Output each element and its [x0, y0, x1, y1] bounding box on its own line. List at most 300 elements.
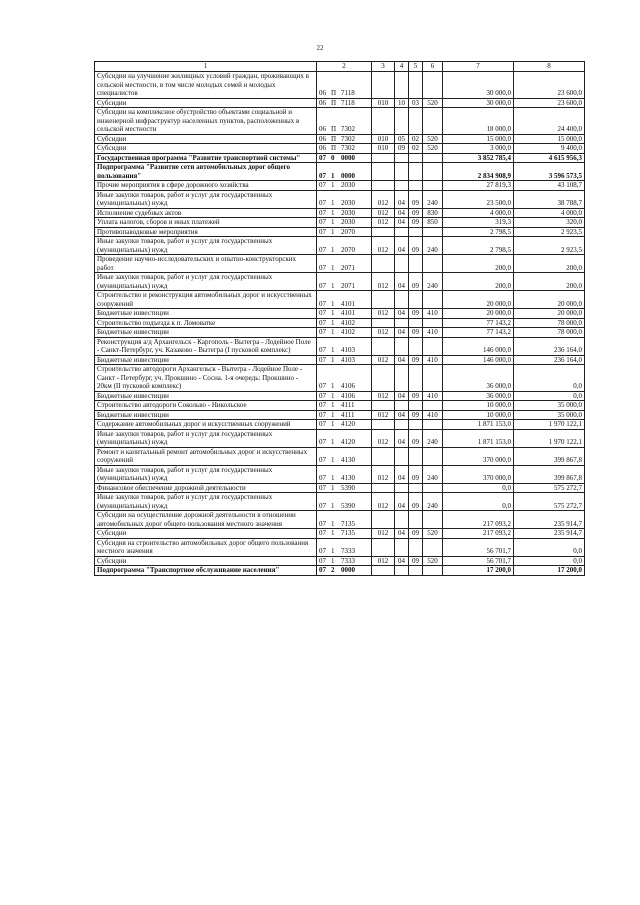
- code-segment: 07: [319, 556, 326, 565]
- row-section: [395, 318, 409, 328]
- row-section: 04: [395, 237, 409, 255]
- row-amount-1: 319,3: [443, 218, 514, 228]
- code-segment: 07: [319, 501, 326, 510]
- row-amount-2: 235 914,7: [514, 511, 585, 529]
- header-cell: 7: [443, 62, 514, 72]
- row-subsection: [409, 566, 423, 576]
- code-segment: 1: [331, 420, 335, 428]
- table-row: [95, 447, 585, 465]
- table-row: [95, 538, 585, 556]
- header-row: [95, 62, 585, 72]
- row-target-code: [317, 218, 372, 228]
- row-name: Реконструкция а/д Архангельск - Каргополь - Вытегра - Лодейное Поле - Санкт-Петербург, уч. Казаково - Вытегра (I пусковой комплекс): [95, 337, 317, 355]
- row-department: 012: [372, 465, 395, 483]
- row-name: Уплата налогов, сборов и иных платежей: [95, 218, 317, 228]
- code-segment: 4120: [341, 438, 355, 446]
- row-subsection: [409, 318, 423, 328]
- row-expense-type: 240: [423, 237, 443, 255]
- code-segment: 2030: [341, 218, 355, 226]
- header-cell: 5: [409, 62, 423, 72]
- row-amount-1: 27 819,3: [443, 181, 514, 191]
- code-segment: 4106: [341, 391, 355, 400]
- row-expense-type: [423, 291, 443, 309]
- row-name: Субсидии на улучшение жилищных условий граждан, проживающих в сельской местности, в том числе молодых семей и молодых специалистов: [95, 72, 317, 99]
- code-segment: 7302: [341, 144, 355, 152]
- row-subsection: 09: [409, 391, 423, 401]
- row-name: Субсидия на строительство автомобильных дорог общего пользования местного значения: [95, 538, 317, 556]
- row-amount-2: 78 000,0: [514, 328, 585, 338]
- code-segment: 07: [319, 566, 326, 574]
- row-amount-2: 23 600,0: [514, 98, 585, 108]
- row-subsection: 09: [409, 529, 423, 539]
- row-section: 04: [395, 493, 409, 511]
- row-department: [372, 337, 395, 355]
- table-row: [95, 401, 585, 411]
- code-segment: 7302: [341, 134, 355, 143]
- code-segment: 0000: [341, 153, 355, 162]
- row-department: 010: [372, 134, 395, 144]
- table-row: [95, 355, 585, 365]
- code-segment: 06: [319, 89, 326, 97]
- row-subsection: [409, 108, 423, 135]
- table-row: [95, 529, 585, 539]
- table-row: [95, 328, 585, 338]
- row-target-code: [317, 190, 372, 208]
- row-amount-1: 0,0: [443, 493, 514, 511]
- code-segment: 5390: [341, 483, 355, 492]
- row-section: [395, 447, 409, 465]
- row-amount-1: 10 000,0: [443, 401, 514, 411]
- row-amount-2: 9 400,0: [514, 144, 585, 154]
- code-segment: 4120: [341, 420, 355, 428]
- table-row: [95, 483, 585, 493]
- row-name: Иные закупки товаров, работ и услуг для государственных (муниципальных) нужд: [95, 237, 317, 255]
- row-amount-1: 20 000,0: [443, 309, 514, 319]
- row-expense-type: 410: [423, 355, 443, 365]
- row-amount-1: 217 093,2: [443, 511, 514, 529]
- row-expense-type: [423, 163, 443, 181]
- row-amount-2: 17 200,0: [514, 566, 585, 576]
- row-amount-1: 1 871 153,0: [443, 420, 514, 430]
- code-segment: 4102: [341, 328, 355, 336]
- row-amount-1: 3 852 785,4: [443, 153, 514, 163]
- row-target-code: [317, 465, 372, 483]
- row-subsection: [409, 483, 423, 493]
- row-name: Субсидии на осуществление дорожной деятельности в отношении автомобильных дорог общего пользования местного значения: [95, 511, 317, 529]
- row-section: 04: [395, 529, 409, 539]
- row-target-code: [317, 181, 372, 191]
- row-amount-2: 399 867,8: [514, 465, 585, 483]
- row-section: 04: [395, 190, 409, 208]
- code-segment: 5390: [341, 501, 355, 510]
- code-segment: 2: [331, 566, 335, 574]
- row-expense-type: [423, 318, 443, 328]
- row-target-code: [317, 529, 372, 539]
- row-subsection: [409, 291, 423, 309]
- row-expense-type: 520: [423, 529, 443, 539]
- header-cell: 8: [514, 62, 585, 72]
- row-amount-1: 20 000,0: [443, 291, 514, 309]
- row-amount-1: 18 000,0: [443, 108, 514, 135]
- code-segment: 07: [319, 391, 326, 400]
- row-amount-1: 56 701,7: [443, 556, 514, 566]
- row-expense-type: 240: [423, 493, 443, 511]
- row-expense-type: 520: [423, 98, 443, 108]
- code-segment: 7135: [341, 519, 355, 528]
- code-segment: 07: [319, 401, 326, 409]
- row-section: [395, 255, 409, 273]
- code-segment: 1: [331, 299, 335, 308]
- row-subsection: [409, 511, 423, 529]
- code-segment: 4111: [341, 401, 355, 409]
- row-expense-type: 240: [423, 190, 443, 208]
- row-amount-2: 0,0: [514, 391, 585, 401]
- code-segment: 1: [331, 346, 335, 354]
- row-department: [372, 291, 395, 309]
- row-department: [372, 365, 395, 392]
- row-name: Государственная программа "Развитие транспортной системы": [95, 153, 317, 163]
- row-name: Субсидии: [95, 134, 317, 144]
- row-name: Иные закупки товаров, работ и услуг для государственных (муниципальных) нужд: [95, 190, 317, 208]
- row-department: [372, 420, 395, 430]
- code-segment: 1: [331, 263, 335, 272]
- table-row: [95, 237, 585, 255]
- row-section: [395, 291, 409, 309]
- table-row: [95, 365, 585, 392]
- table-row: [95, 218, 585, 228]
- row-target-code: [317, 511, 372, 529]
- code-segment: 1: [331, 529, 335, 537]
- table-row: [95, 273, 585, 291]
- budget-table: [94, 61, 585, 576]
- code-segment: 1: [331, 328, 335, 336]
- row-name: Проведение научно-исследовательских и опытно-конструкторских работ: [95, 255, 317, 273]
- row-target-code: [317, 483, 372, 493]
- row-department: 010: [372, 144, 395, 154]
- row-amount-1: 4 000,0: [443, 208, 514, 218]
- table-row: [95, 556, 585, 566]
- code-segment: 06: [319, 125, 326, 133]
- table-row: [95, 566, 585, 576]
- row-target-code: [317, 337, 372, 355]
- code-segment: 4102: [341, 318, 355, 327]
- row-amount-2: 20 000,0: [514, 309, 585, 319]
- row-subsection: 09: [409, 328, 423, 338]
- code-segment: 07: [319, 420, 326, 428]
- row-target-code: [317, 72, 372, 99]
- page-number: 22: [316, 44, 324, 52]
- row-subsection: 09: [409, 493, 423, 511]
- code-segment: 7118: [341, 89, 355, 97]
- row-subsection: 09: [409, 429, 423, 447]
- row-amount-2: 23 600,0: [514, 72, 585, 99]
- row-amount-2: 200,0: [514, 273, 585, 291]
- row-amount-2: 1 970 122,1: [514, 420, 585, 430]
- code-segment: 7333: [341, 556, 355, 565]
- row-subsection: [409, 255, 423, 273]
- row-name: Строительство подъезда к п. Ломоватке: [95, 318, 317, 328]
- row-subsection: [409, 447, 423, 465]
- row-subsection: 09: [409, 309, 423, 319]
- code-segment: П: [331, 125, 337, 133]
- row-expense-type: 830: [423, 208, 443, 218]
- code-segment: 1: [331, 438, 335, 446]
- table-row: [95, 153, 585, 163]
- code-segment: 1: [331, 501, 335, 510]
- row-amount-1: 56 701,7: [443, 538, 514, 556]
- row-section: [395, 365, 409, 392]
- row-section: [395, 227, 409, 237]
- row-expense-type: [423, 72, 443, 99]
- row-target-code: [317, 447, 372, 465]
- code-segment: 0: [331, 153, 335, 162]
- row-section: 04: [395, 410, 409, 420]
- row-amount-2: 38 788,7: [514, 190, 585, 208]
- row-section: 04: [395, 355, 409, 365]
- row-amount-2: 236 164,0: [514, 355, 585, 365]
- code-segment: 7333: [341, 547, 355, 555]
- row-department: [372, 538, 395, 556]
- table-row: [95, 227, 585, 237]
- code-segment: 06: [319, 144, 326, 152]
- row-department: 012: [372, 218, 395, 228]
- row-subsection: [409, 401, 423, 411]
- code-segment: 4103: [341, 346, 355, 354]
- table-row: [95, 391, 585, 401]
- code-segment: 1: [331, 410, 335, 419]
- code-segment: 1: [331, 483, 335, 492]
- row-amount-2: 78 000,0: [514, 318, 585, 328]
- row-section: [395, 566, 409, 576]
- row-subsection: 03: [409, 98, 423, 108]
- row-department: [372, 318, 395, 328]
- code-segment: 07: [319, 382, 326, 390]
- row-section: 04: [395, 429, 409, 447]
- code-segment: 1: [331, 218, 335, 226]
- row-amount-1: 2 798,5: [443, 227, 514, 237]
- code-segment: 1: [331, 208, 335, 217]
- row-target-code: [317, 493, 372, 511]
- row-target-code: [317, 410, 372, 420]
- row-subsection: [409, 181, 423, 191]
- code-segment: 07: [319, 281, 326, 290]
- row-section: 04: [395, 391, 409, 401]
- row-section: 04: [395, 556, 409, 566]
- row-subsection: 09: [409, 273, 423, 291]
- table-row: [95, 493, 585, 511]
- header-cell: 2: [317, 62, 372, 72]
- code-segment: П: [331, 144, 337, 152]
- row-expense-type: [423, 365, 443, 392]
- row-name: Субсидии: [95, 98, 317, 108]
- code-segment: 07: [319, 529, 326, 537]
- row-name: Бюджетные инвестиции: [95, 309, 317, 319]
- row-name: Бюджетные инвестиции: [95, 328, 317, 338]
- code-segment: 1: [331, 391, 335, 400]
- code-segment: 1: [331, 556, 335, 565]
- table-row: [95, 144, 585, 154]
- row-department: [372, 566, 395, 576]
- row-expense-type: [423, 181, 443, 191]
- row-target-code: [317, 328, 372, 338]
- row-name: Строительство и реконструкция автомобильных дорог и искусственных сооружений: [95, 291, 317, 309]
- table-body: [95, 72, 585, 576]
- code-segment: 07: [319, 328, 326, 336]
- row-subsection: [409, 227, 423, 237]
- row-department: 012: [372, 208, 395, 218]
- row-target-code: [317, 153, 372, 163]
- row-target-code: [317, 566, 372, 576]
- row-department: [372, 227, 395, 237]
- table-row: [95, 98, 585, 108]
- row-subsection: [409, 72, 423, 99]
- code-segment: 1: [331, 519, 335, 528]
- table-row: [95, 429, 585, 447]
- row-subsection: 09: [409, 410, 423, 420]
- row-name: Бюджетные инвестиции: [95, 355, 317, 365]
- row-name: Субсидии: [95, 144, 317, 154]
- row-expense-type: [423, 420, 443, 430]
- code-segment: 1: [331, 456, 335, 464]
- table-row: [95, 255, 585, 273]
- row-expense-type: 850: [423, 218, 443, 228]
- code-segment: 7302: [341, 125, 355, 133]
- row-name: Иные закупки товаров, работ и услуг для государственных (муниципальных) нужд: [95, 273, 317, 291]
- code-segment: 07: [319, 208, 326, 217]
- row-name: Иные закупки товаров, работ и услуг для государственных (муниципальных) нужд: [95, 429, 317, 447]
- code-segment: 1: [331, 281, 335, 290]
- row-amount-1: 10 000,0: [443, 410, 514, 420]
- row-name: Подпрограмма "Транспортное обслуживание населения": [95, 566, 317, 576]
- row-department: [372, 255, 395, 273]
- table-row: [95, 181, 585, 191]
- code-segment: 4106: [341, 382, 355, 390]
- row-department: 012: [372, 190, 395, 208]
- code-segment: 0000: [341, 171, 355, 180]
- row-department: [372, 447, 395, 465]
- code-segment: 07: [319, 474, 326, 482]
- row-target-code: [317, 556, 372, 566]
- row-name: Субсидии на комплексное обустройство объектами социальной и инженерной инфраструктур населенных пунктов, расположенных в сельской местности: [95, 108, 317, 135]
- row-expense-type: [423, 227, 443, 237]
- row-section: 10: [395, 98, 409, 108]
- code-segment: 07: [319, 263, 326, 272]
- code-segment: П: [331, 134, 337, 143]
- row-amount-1: 30 000,0: [443, 72, 514, 99]
- row-department: [372, 401, 395, 411]
- row-section: [395, 181, 409, 191]
- row-expense-type: [423, 108, 443, 135]
- row-amount-1: 23 500,0: [443, 190, 514, 208]
- row-expense-type: 410: [423, 309, 443, 319]
- row-amount-1: 36 000,0: [443, 391, 514, 401]
- row-section: 05: [395, 134, 409, 144]
- row-amount-2: 200,0: [514, 255, 585, 273]
- row-subsection: [409, 337, 423, 355]
- row-target-code: [317, 98, 372, 108]
- code-segment: 07: [319, 410, 326, 419]
- row-department: 010: [372, 98, 395, 108]
- code-segment: 2070: [341, 245, 355, 254]
- row-section: [395, 538, 409, 556]
- code-segment: 07: [319, 318, 326, 327]
- header-cell: 3: [372, 62, 395, 72]
- row-department: [372, 108, 395, 135]
- code-segment: 07: [319, 309, 326, 317]
- code-segment: 4111: [341, 410, 355, 419]
- row-amount-2: 575 272,7: [514, 483, 585, 493]
- row-amount-2: 236 164,0: [514, 337, 585, 355]
- row-section: [395, 163, 409, 181]
- code-segment: 2030: [341, 181, 355, 189]
- row-amount-2: 1 970 122,1: [514, 429, 585, 447]
- row-department: 012: [372, 493, 395, 511]
- row-subsection: [409, 153, 423, 163]
- row-amount-1: 36 000,0: [443, 365, 514, 392]
- code-segment: 7135: [341, 529, 355, 537]
- row-expense-type: 410: [423, 328, 443, 338]
- row-amount-2: 35 000,0: [514, 410, 585, 420]
- row-target-code: [317, 318, 372, 328]
- header-cell: 6: [423, 62, 443, 72]
- row-subsection: [409, 163, 423, 181]
- row-amount-2: 20 000,0: [514, 291, 585, 309]
- row-subsection: 09: [409, 465, 423, 483]
- code-segment: 1: [331, 355, 335, 364]
- code-segment: 4101: [341, 299, 355, 308]
- row-name: Субсидии: [95, 556, 317, 566]
- row-target-code: [317, 429, 372, 447]
- table-row: [95, 208, 585, 218]
- row-expense-type: [423, 483, 443, 493]
- code-segment: 4130: [341, 456, 355, 464]
- row-target-code: [317, 291, 372, 309]
- code-segment: 07: [319, 153, 326, 162]
- row-amount-1: 1 871 153,0: [443, 429, 514, 447]
- row-name: Финансовое обеспечение дорожной деятельности: [95, 483, 317, 493]
- row-amount-1: 200,0: [443, 273, 514, 291]
- row-name: Противопаводковые мероприятия: [95, 227, 317, 237]
- row-amount-1: 3 000,0: [443, 144, 514, 154]
- row-expense-type: [423, 401, 443, 411]
- row-name: Иные закупки товаров, работ и услуг для государственных (муниципальных) нужд: [95, 465, 317, 483]
- row-amount-2: 4 615 956,3: [514, 153, 585, 163]
- row-department: [372, 153, 395, 163]
- code-segment: 0000: [341, 566, 355, 574]
- table-row: [95, 410, 585, 420]
- row-name: Строительство автодороги Архангельск - Вытегра - Лодейное Поле - Санкт - Петербург, уч. Прокшино - Сосна. 1-я очередь: Прокшино - 20км (II пусковой комплекс): [95, 365, 317, 392]
- row-expense-type: [423, 566, 443, 576]
- row-section: 04: [395, 309, 409, 319]
- row-amount-1: 0,0: [443, 483, 514, 493]
- row-amount-1: 77 143,2: [443, 328, 514, 338]
- row-section: [395, 420, 409, 430]
- row-amount-1: 2 798,5: [443, 237, 514, 255]
- row-target-code: [317, 401, 372, 411]
- code-segment: 1: [331, 171, 335, 180]
- row-amount-2: 0,0: [514, 365, 585, 392]
- row-subsection: [409, 538, 423, 556]
- row-expense-type: [423, 153, 443, 163]
- row-target-code: [317, 108, 372, 135]
- row-amount-1: 15 000,0: [443, 134, 514, 144]
- row-name: Ремонт и капитальный ремонт автомобильных дорог и искусственных сооружений: [95, 447, 317, 465]
- row-amount-1: 146 000,0: [443, 355, 514, 365]
- row-target-code: [317, 355, 372, 365]
- row-expense-type: 410: [423, 410, 443, 420]
- table-row: [95, 134, 585, 144]
- table-row: [95, 72, 585, 99]
